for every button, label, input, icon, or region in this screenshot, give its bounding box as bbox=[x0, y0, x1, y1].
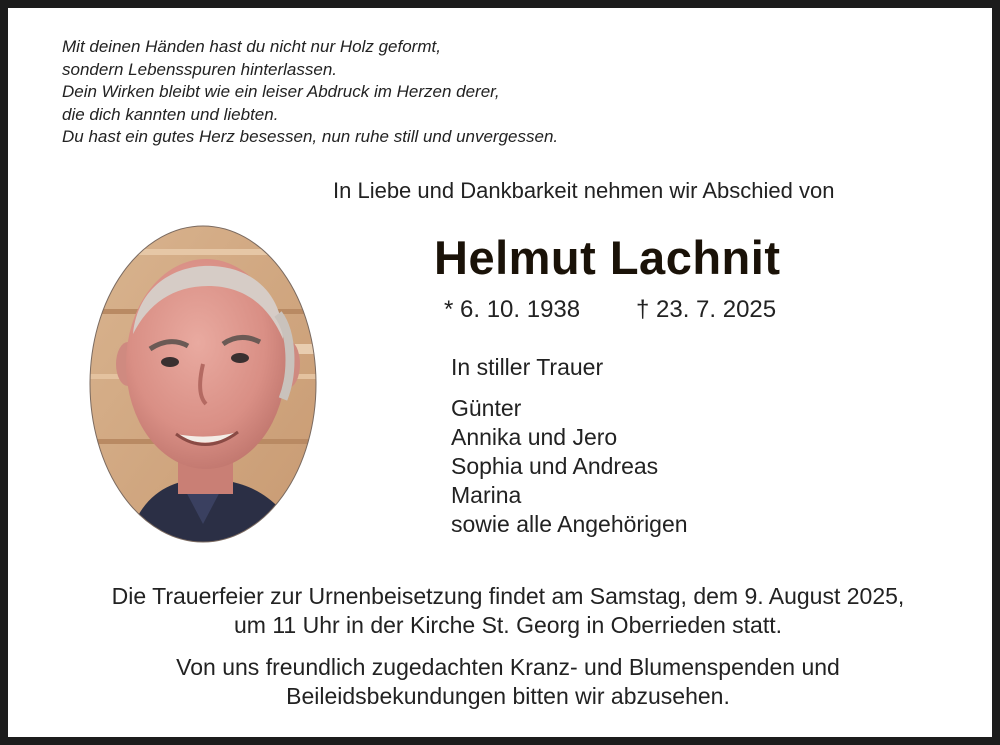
flowers-line: Beileidsbekundungen bitten wir abzusehen. bbox=[286, 683, 730, 709]
family-member: sowie alle Angehörigen bbox=[451, 511, 688, 537]
farewell-intro: In Liebe und Dankbarkeit nehmen wir Abschied von bbox=[333, 178, 835, 203]
poem-line: Mit deinen Händen hast du nicht nur Holz geformt, bbox=[62, 37, 441, 56]
poem bbox=[62, 36, 558, 149]
flowers-line: Von uns freundlich zugedachten Kranz- und Blumenspenden und bbox=[176, 654, 840, 680]
family-list bbox=[451, 394, 688, 539]
family-member: Annika und Jero bbox=[451, 424, 618, 450]
death-date: † 23. 7. 2025 bbox=[636, 296, 777, 323]
birth-date: * 6. 10. 1938 bbox=[444, 296, 581, 323]
poem-line: Dein Wirken bleibt wie ein leiser Abdruck im Herzen derer, bbox=[62, 82, 500, 101]
poem-line: sondern Lebensspuren hinterlassen. bbox=[62, 59, 338, 79]
ceremony-info bbox=[48, 582, 968, 640]
flowers-note bbox=[48, 653, 968, 711]
family-member: Marina bbox=[451, 482, 522, 508]
mourning-label: In stiller Trauer bbox=[451, 354, 604, 380]
poem-line: Du hast ein gutes Herz besessen, nun ruhe still und unvergessen. bbox=[62, 127, 559, 146]
family-member: Sophia und Andreas bbox=[451, 453, 659, 479]
portrait-photo bbox=[88, 224, 320, 549]
poem-line: die dich kannten und liebten. bbox=[62, 104, 279, 124]
ceremony-line: um 11 Uhr in der Kirche St. Georg in Oberrieden statt. bbox=[234, 612, 782, 638]
family-member: Günter bbox=[451, 395, 522, 421]
deceased-name: Helmut Lachnit bbox=[434, 231, 781, 284]
ceremony-line: Die Trauerfeier zur Urnenbeisetzung findet am Samstag, dem 9. August 2025, bbox=[111, 583, 905, 609]
